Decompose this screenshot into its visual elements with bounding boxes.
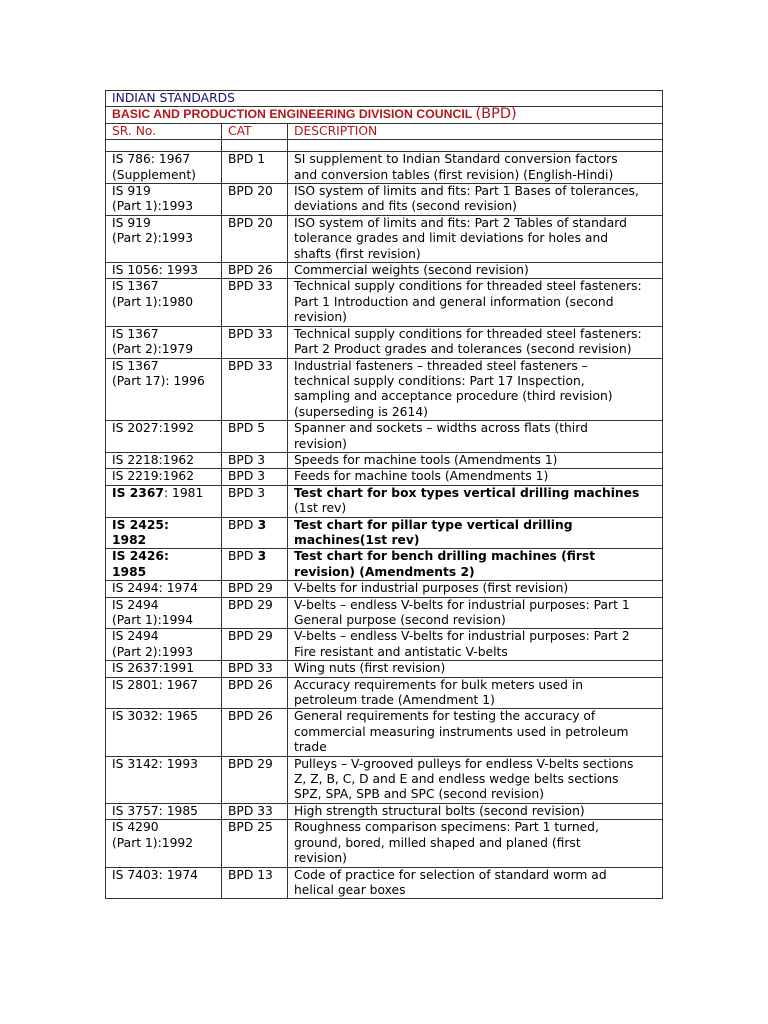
sr-no: IS 2494: 1974: [112, 581, 198, 596]
cat-cell: [222, 326, 288, 358]
sr-no: IS 2027:1992: [112, 421, 195, 436]
table-row: [106, 820, 663, 867]
description-cell: [288, 215, 663, 262]
description-cell: [288, 326, 663, 358]
description: Technical supply conditions for threaded steel fasteners: Part 2 Product grades and tolerances (second revision): [294, 326, 642, 357]
description: High strength structural bolts (second revision): [294, 803, 585, 818]
description: ISO system of limits and fits: Part 2 Tables of standard tolerance grades and limit deviations for holes and shafts (first revision): [294, 215, 627, 261]
cat-cell: [222, 677, 288, 709]
sr-no: IS 2637:1991: [112, 661, 195, 676]
council-name-text: BASIC AND PRODUCTION ENGINEERING DIVISION COUNCIL: [112, 107, 473, 122]
sr-no-cell: [106, 421, 222, 453]
cat: BPD 1: [228, 152, 266, 167]
description-cell: [288, 677, 663, 709]
cat-cell: [222, 803, 288, 819]
description-cell: [288, 469, 663, 485]
sr-no-cell: [106, 661, 222, 677]
cat: BPD 33: [228, 803, 273, 818]
sr-no-cell: [106, 452, 222, 468]
col-header-sr: SR. No.: [106, 123, 222, 139]
cat: BPD 26: [228, 263, 273, 278]
sr-no-bold: IS 2426: 1985: [112, 549, 169, 579]
sr-no-cell: [106, 263, 222, 279]
description-cell: [288, 597, 663, 629]
table-row: [106, 152, 663, 184]
cat-cell: [222, 421, 288, 453]
description-cell: [288, 756, 663, 803]
cat: BPD 26: [228, 677, 273, 692]
sr-no-cell: [106, 867, 222, 899]
sr-no-cell: [106, 358, 222, 421]
cat: BPD 3: [228, 485, 266, 500]
cat: BPD 25: [228, 820, 273, 835]
cat-cell: [222, 517, 288, 549]
table-row: [106, 215, 663, 262]
table-row: [106, 677, 663, 709]
description: ISO system of limits and fits: Part 1 Bases of tolerances, deviations and fits (second revision): [294, 184, 639, 214]
description-cell: [288, 661, 663, 677]
table-row: [106, 263, 663, 279]
sr-no-cell: [106, 629, 222, 661]
sr-no-cell: [106, 677, 222, 709]
description-cell: [288, 820, 663, 867]
cat-cell: [222, 581, 288, 597]
sr-no: IS 1056: 1993: [112, 263, 198, 278]
table-row: [106, 517, 663, 549]
table-row: [106, 709, 663, 756]
description: Roughness comparison specimens: Part 1 turned, ground, bored, milled shaped and planed (first revision): [294, 820, 599, 866]
description: Accuracy requirements for bulk meters used in petroleum trade (Amendment 1): [294, 677, 584, 708]
description-bold: Test chart for box types vertical drilling machines: [294, 485, 640, 500]
table-row: [106, 581, 663, 597]
sr-no-cell: [106, 756, 222, 803]
cat-cell: [222, 452, 288, 468]
description: Spanner and sockets – widths across flats (third revision): [294, 421, 588, 451]
table-row: [106, 549, 663, 581]
table-title: INDIAN STANDARDS: [106, 91, 663, 107]
cat: BPD 13: [228, 867, 273, 882]
description: V-belts – endless V-belts for industrial purposes: Part 2 Fire resistant and antistatic V-belts: [294, 629, 630, 659]
description-bold: Test chart for bench drilling machines (first revision) (Amendments 2): [294, 549, 596, 579]
cat-cell: [222, 629, 288, 661]
description-cell: [288, 279, 663, 326]
description-cell: [288, 549, 663, 581]
description-cell: [288, 581, 663, 597]
sr-no-cell: [106, 485, 222, 517]
cat-cell: [222, 867, 288, 899]
cat: BPD 33: [228, 279, 273, 294]
description-cell: [288, 803, 663, 819]
description-cell: [288, 358, 663, 421]
cat: BPD 33: [228, 326, 273, 341]
cat: BPD 29: [228, 581, 273, 596]
cat-cell: [222, 184, 288, 216]
table-row: [106, 279, 663, 326]
cat: BPD 33: [228, 358, 273, 373]
sr-no: IS 2494 (Part 1):1994: [112, 597, 194, 627]
description: Code of practice for selection of standard worm ad helical gear boxes: [294, 867, 607, 897]
description: Wing nuts (first revision): [294, 661, 446, 676]
cat-cell: [222, 485, 288, 517]
sr-no-cell: [106, 820, 222, 867]
cat: BPD 33: [228, 661, 273, 676]
description-cell: [288, 867, 663, 899]
title-row: [106, 91, 663, 107]
cat: BPD 29: [228, 629, 273, 644]
sr-no: IS 2494 (Part 2):1993: [112, 629, 194, 659]
description: Feeds for machine tools (Amendments 1): [294, 469, 549, 484]
description-cell: [288, 184, 663, 216]
sr-no-cell: [106, 581, 222, 597]
cat-cell: [222, 597, 288, 629]
description: V-belts – endless V-belts for industrial purposes: Part 1 General purpose (second revision): [294, 597, 630, 627]
cat-cell: [222, 263, 288, 279]
table-row: [106, 469, 663, 485]
sr-no: IS 1367 (Part 17): 1996: [112, 358, 205, 388]
cat-bold: 3: [253, 517, 267, 532]
cat-cell: [222, 756, 288, 803]
table-row: [106, 421, 663, 453]
sr-no-cell: [106, 549, 222, 581]
table-row: [106, 326, 663, 358]
sr-no-cell: [106, 709, 222, 756]
description-cell: [288, 263, 663, 279]
table-row: [106, 485, 663, 517]
description: Pulleys – V-grooved pulleys for endless V-belts sections Z, Z, B, C, D and E and endless wedge belts sections SPZ, SPA, SPB and SPC (second revision): [294, 756, 634, 802]
cat: BPD 20: [228, 215, 273, 230]
sr-no-cell: [106, 215, 222, 262]
cat: BPD: [228, 517, 254, 532]
description-bold: Test chart for pillar type vertical drilling machines(1st rev): [294, 517, 573, 547]
table-row: [106, 629, 663, 661]
cat-cell: [222, 215, 288, 262]
cat-cell: [222, 279, 288, 326]
sr-no-bold: IS 2367: [112, 485, 164, 500]
cat: BPD 3: [228, 469, 266, 484]
table-row: [106, 358, 663, 421]
table-row: [106, 597, 663, 629]
sr-no-bold: IS 2425: 1982: [112, 517, 169, 547]
sr-no-cell: [106, 469, 222, 485]
cat-cell: [222, 549, 288, 581]
description-cell: [288, 152, 663, 184]
sr-no-cell: [106, 279, 222, 326]
cat-cell: [222, 358, 288, 421]
standards-table: [105, 90, 663, 899]
sr-no: IS 2218:1962: [112, 452, 195, 467]
description: Commercial weights (second revision): [294, 263, 529, 278]
table-row: [106, 867, 663, 899]
cat-cell: [222, 469, 288, 485]
cat: BPD 26: [228, 709, 273, 724]
cat-cell: [222, 152, 288, 184]
sr-no: IS 3142: 1993: [112, 756, 198, 771]
sr-no: IS 2801: 1967: [112, 677, 198, 692]
cat: BPD 3: [228, 452, 266, 467]
sr-no-rest: : 1981: [163, 485, 204, 500]
cat-bold: 3: [253, 549, 267, 564]
cat-cell: [222, 661, 288, 677]
column-header-row: [106, 123, 663, 139]
description-cell: [288, 709, 663, 756]
sr-no-cell: [106, 326, 222, 358]
cat: BPD: [228, 549, 254, 564]
sr-no: IS 2219:1962: [112, 469, 195, 484]
council-name: [106, 107, 663, 123]
council-row: [106, 107, 663, 123]
description-cell: [288, 485, 663, 517]
sr-no: IS 3032: 1965: [112, 709, 198, 724]
sr-no: IS 1367 (Part 1):1980: [112, 279, 194, 309]
col-header-cat: CAT: [222, 123, 288, 139]
cat-cell: [222, 709, 288, 756]
description: SI supplement to Indian Standard conversion factors and conversion tables (first revision) (English-Hindi): [294, 152, 618, 182]
description: General requirements for testing the accuracy of commercial measuring instruments used in petroleum trade: [294, 709, 629, 755]
sr-no-cell: [106, 152, 222, 184]
description: Technical supply conditions for threaded steel fasteners: Part 1 Introduction and general information (second revision): [294, 279, 642, 325]
sr-no: IS 919 (Part 2):1993: [112, 215, 194, 246]
col-header-desc: DESCRIPTION: [288, 123, 663, 139]
cat: BPD 5: [228, 421, 266, 436]
description: Industrial fasteners – threaded steel fasteners – technical supply conditions: Part 17 Inspection, sampling and acceptance procedure (third revision) (superseding is 2614): [294, 358, 613, 419]
description-cell: [288, 421, 663, 453]
sr-no-cell: [106, 184, 222, 216]
sr-no: IS 786: 1967 (Supplement): [112, 152, 196, 182]
table-row: [106, 803, 663, 819]
sr-no: IS 7403: 1974: [112, 867, 198, 882]
spacer-row: [106, 140, 663, 152]
table-row: [106, 184, 663, 216]
description-cell: [288, 452, 663, 468]
sr-no-cell: [106, 803, 222, 819]
table-row: [106, 452, 663, 468]
description-cell: [288, 517, 663, 549]
council-abbr: (BPD): [475, 106, 517, 123]
cat: BPD 20: [228, 184, 273, 199]
cat: BPD 29: [228, 597, 273, 612]
cat-cell: [222, 820, 288, 867]
sr-no: IS 1367 (Part 2):1979: [112, 326, 194, 357]
sr-no: IS 4290 (Part 1):1992: [112, 820, 194, 850]
table-row: [106, 661, 663, 677]
description-rest: (1st rev): [294, 501, 347, 516]
cat: BPD 29: [228, 756, 273, 771]
sr-no-cell: [106, 597, 222, 629]
description: Speeds for machine tools (Amendments 1): [294, 452, 558, 467]
sr-no: IS 3757: 1985: [112, 803, 198, 818]
description: V-belts for industrial purposes (first revision): [294, 581, 569, 596]
description-cell: [288, 629, 663, 661]
sr-no: IS 919 (Part 1):1993: [112, 184, 194, 214]
table-row: [106, 756, 663, 803]
sr-no-cell: [106, 517, 222, 549]
